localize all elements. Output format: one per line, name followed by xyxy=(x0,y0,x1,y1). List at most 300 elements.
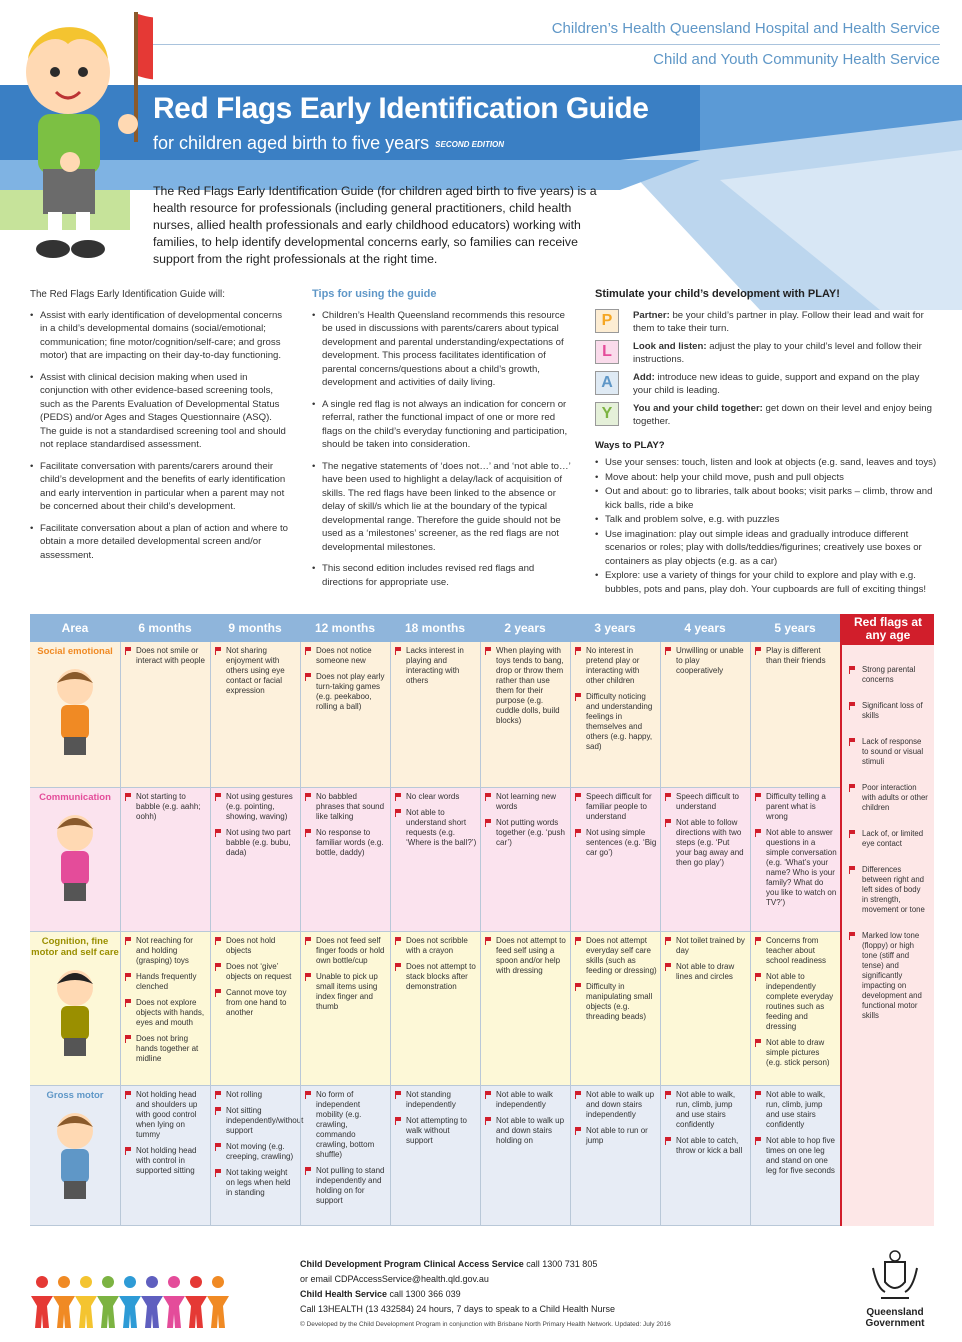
cdp-phone: call 1300 731 805 xyxy=(523,1259,598,1269)
table-row xyxy=(30,788,840,932)
red-flag-item xyxy=(215,792,297,822)
red-flag-text: Difficulty noticing and understanding feelings in themselves and others (e.g. happy, sad) xyxy=(586,692,653,751)
red-flag-text: Not reaching for and holding (grasping) toys xyxy=(136,936,193,965)
red-flag-text: Not learning new words xyxy=(496,792,557,811)
play-step xyxy=(595,371,940,398)
red-flag-text: No form of independent mobility (e.g. crawling, commando crawling, bottom shuffle) xyxy=(316,1090,375,1159)
any-age-flag xyxy=(846,737,928,767)
area-cell xyxy=(30,642,120,787)
red-flag-text: Not holding head with control in supported sitting xyxy=(136,1146,197,1175)
red-flag-text: Not able to catch, throw or kick a ball xyxy=(676,1136,743,1155)
table-cell xyxy=(300,932,390,1085)
red-flag-item xyxy=(395,646,477,686)
govt-name-1: Queensland xyxy=(866,1307,924,1318)
red-flag-icon xyxy=(849,738,857,746)
person-figure xyxy=(119,1296,141,1328)
table-cell xyxy=(480,642,570,787)
area-cell xyxy=(30,1086,120,1225)
red-flag-item xyxy=(305,828,387,858)
table-cell xyxy=(750,1086,840,1225)
red-flag-text: Does not notice someone new xyxy=(316,646,372,665)
red-flag-item xyxy=(755,1136,837,1176)
red-flag-text: Does not hold objects xyxy=(226,936,276,955)
red-flag-item xyxy=(305,672,387,712)
red-flag-text: Unable to pick up small items using index finger and thumb xyxy=(316,972,378,1011)
contact-footer xyxy=(300,1257,720,1332)
red-flag-item xyxy=(215,1090,297,1100)
table-cell xyxy=(660,1086,750,1225)
tips-heading: Tips for using the guide xyxy=(312,288,437,300)
red-flag-icon xyxy=(215,937,223,945)
table-cell xyxy=(120,788,210,931)
red-flag-item xyxy=(305,792,387,822)
child-illustration xyxy=(35,661,115,761)
red-flag-item xyxy=(575,646,657,686)
any-age-list xyxy=(842,645,934,1021)
footer-line-chs xyxy=(300,1287,720,1302)
header-divider xyxy=(145,44,940,45)
table-cell xyxy=(300,642,390,787)
person-figure xyxy=(97,1296,119,1328)
red-flag-text: Speech difficult for familiar people to understand xyxy=(586,792,652,821)
red-flag-text: When playing with toys tends to bang, drop or throw them rather than use them for their purpose (e.g. cuddle dolls, build blocks) xyxy=(496,646,564,725)
play-letter-tile: L xyxy=(595,340,619,364)
red-flag-item xyxy=(215,936,297,956)
list-item: • Out and about: go to libraries, talk about books; visit parks – climb, throw and kick balls, ride a bike xyxy=(595,485,940,512)
red-flag-item xyxy=(755,828,837,908)
red-flag-text: Not able to walk, run, climb, jump and use stairs confidently xyxy=(676,1090,736,1129)
any-age-flag-text: Strong parental concerns xyxy=(862,665,916,684)
red-flag-item xyxy=(305,972,387,1012)
any-age-flag-text: Significant loss of skills xyxy=(862,701,923,720)
govt-name-2: Government xyxy=(865,1318,925,1329)
red-flag-icon xyxy=(849,932,857,940)
red-flag-icon xyxy=(215,647,223,655)
any-age-flag-text: Poor interaction with adults or other children xyxy=(862,783,928,812)
table-header-cell: 12 months xyxy=(314,621,375,635)
red-flag-item xyxy=(305,936,387,966)
table-cell xyxy=(210,788,300,931)
red-flag-item xyxy=(755,972,837,1032)
ways-heading: Ways to PLAY? xyxy=(595,439,665,451)
red-flag-icon xyxy=(849,702,857,710)
red-flag-item xyxy=(125,1146,207,1176)
red-flag-icon xyxy=(305,829,313,837)
red-flag-item xyxy=(305,1166,387,1206)
red-flag-icon xyxy=(665,647,673,655)
red-flag-text: Not holding head and shoulders up with good control when lying on tummy xyxy=(136,1090,198,1139)
guide-purpose-heading: The Red Flags Early Identification Guide will: xyxy=(30,289,225,300)
red-flag-icon xyxy=(485,937,493,945)
org-name-line1: Children’s Health Queensland Hospital and Health Service xyxy=(551,20,940,37)
red-flag-text: No clear words xyxy=(406,792,460,801)
red-flag-item xyxy=(755,1090,837,1130)
area-label: Communication xyxy=(39,792,111,803)
person-figure xyxy=(185,1296,207,1328)
play-letter-tile: P xyxy=(595,309,619,333)
person-figure xyxy=(190,1276,202,1288)
child-illustration xyxy=(35,807,115,907)
person-figure xyxy=(58,1276,70,1288)
any-age-flag xyxy=(846,829,928,849)
red-flag-item xyxy=(215,962,297,982)
play-step xyxy=(595,309,940,336)
play-step-label: Add: xyxy=(633,371,655,383)
red-flag-item xyxy=(125,792,207,822)
play-heading: Stimulate your child’s development with PLAY! xyxy=(595,288,840,300)
red-flag-icon xyxy=(849,784,857,792)
red-flag-item xyxy=(215,988,297,1018)
red-flag-icon xyxy=(575,983,583,991)
table-cell xyxy=(300,1086,390,1225)
red-flag-item xyxy=(395,808,477,848)
list-item: • Explore: use a variety of things for your child to explore and play with e.g. bubbles, pots and pans, play doh. Your cupboards are full of exciting things! xyxy=(595,569,940,596)
red-flag-icon xyxy=(395,963,403,971)
red-flag-icon xyxy=(395,1117,403,1125)
any-age-flag xyxy=(846,865,928,915)
any-age-flag xyxy=(846,665,928,685)
cdp-label: Child Development Program Clinical Access Service xyxy=(300,1259,524,1269)
red-flag-text: Speech difficult to understand xyxy=(676,792,740,811)
red-flag-icon xyxy=(485,1117,493,1125)
red-flag-text: Not using gestures (e.g. pointing, showing, waving) xyxy=(226,792,293,821)
red-flag-icon xyxy=(305,937,313,945)
area-cell xyxy=(30,932,120,1085)
red-flags-table xyxy=(30,614,934,1226)
table-cell xyxy=(120,642,210,787)
play-step xyxy=(595,402,940,429)
guide-purpose-column xyxy=(30,288,290,570)
chs-phone: call 1300 366 039 xyxy=(387,1289,461,1299)
red-flag-text: Play is different than their friends xyxy=(766,646,826,665)
red-flag-text: No babbled phrases that sound like talking xyxy=(316,792,385,821)
table-cell xyxy=(750,932,840,1085)
any-age-flag-text: Lack of response to sound or visual stimuli xyxy=(862,737,924,766)
red-flag-item xyxy=(665,792,747,812)
org-name-line2: Child and Youth Community Health Service xyxy=(653,51,940,68)
red-flag-icon xyxy=(215,1107,223,1115)
area-label: Social emotional xyxy=(37,646,113,657)
red-flag-item xyxy=(575,1126,657,1146)
red-flag-item xyxy=(305,646,387,666)
red-flag-icon xyxy=(665,819,673,827)
red-flag-text: Does not bring hands together at midline xyxy=(136,1034,199,1063)
child-illustration xyxy=(35,1105,115,1205)
red-flag-text: Not using simple sentences (e.g. ‘Big car go’) xyxy=(586,828,657,857)
person-figure xyxy=(168,1276,180,1288)
red-flag-text: Not able to answer questions in a simple conversation (e.g. ‘What’s your name? Who is your family? What do you like to watch on TV?’) xyxy=(766,828,837,907)
red-flag-item xyxy=(665,1136,747,1156)
red-flag-text: No interest in pretend play or interacting with other children xyxy=(586,646,640,685)
red-flag-text: Does not scribble with a crayon xyxy=(406,936,468,955)
table-header-cell: 2 years xyxy=(504,621,546,635)
red-flag-icon xyxy=(575,647,583,655)
table-header-cell: 18 months xyxy=(404,621,465,635)
intro-paragraph: The Red Flags Early Identification Guide (for children aged birth to five years) is a health resource for professionals (including general practitioners, child health nurses, allied health professionals and early childhood educators) working with families, to help identify developmental concerns early, so families can receive support from the right professionals at the right time. xyxy=(153,184,597,266)
table-header-row xyxy=(30,614,840,642)
red-flag-icon xyxy=(755,647,763,655)
table-cell xyxy=(570,642,660,787)
table-cell xyxy=(480,932,570,1085)
red-flag-text: Does not ‘give’ objects on request xyxy=(226,962,292,981)
person-figure xyxy=(163,1296,185,1328)
red-flag-icon xyxy=(665,793,673,801)
red-flag-item xyxy=(215,1142,297,1162)
red-flag-text: Unwilling or unable to play cooperatively xyxy=(676,646,744,675)
red-flag-text: Does not feed self finger foods or hold own bottle/cup xyxy=(316,936,385,965)
red-flag-item xyxy=(755,936,837,966)
red-flag-icon xyxy=(125,937,133,945)
red-flag-icon xyxy=(575,829,583,837)
play-column xyxy=(595,288,940,597)
table-cell xyxy=(300,788,390,931)
red-flag-icon xyxy=(215,963,223,971)
red-flag-icon xyxy=(305,973,313,981)
list-item: • Children’s Health Queensland recommends this resource be used in discussions with parents/carers about typical development and parental understanding/expectations of development. This process facilitates identification of parental concerns/questions about a child’s growth, development and activities of daily living. xyxy=(312,309,572,390)
any-age-flag-text: Differences between right and left sides of body in strength, movement or tone xyxy=(862,865,925,914)
red-flag-text: Not able to walk, run, climb, jump and use stairs confidently xyxy=(766,1090,826,1129)
red-flag-item xyxy=(395,962,477,992)
red-flag-text: Does not play early turn-taking games (e.g. peekaboo, rolling a ball) xyxy=(316,672,385,711)
red-flag-item xyxy=(485,646,567,726)
person-figure xyxy=(124,1276,136,1288)
red-flag-item xyxy=(485,1116,567,1146)
red-flag-item xyxy=(305,1090,387,1160)
red-flag-icon xyxy=(755,1091,763,1099)
guide-purpose-list xyxy=(30,309,290,563)
red-flag-icon xyxy=(395,647,403,655)
red-flag-icon xyxy=(215,1169,223,1177)
red-flag-icon xyxy=(125,1035,133,1043)
red-flag-item xyxy=(395,1116,477,1146)
footer-email[interactable]: or email CDPAccessService@health.qld.gov.au xyxy=(300,1274,489,1284)
any-age-header: Red flags at any age xyxy=(842,614,934,645)
list-item: • This second edition includes revised red flags and directions for appropriate use. xyxy=(312,562,572,589)
list-item: • Assist with early identification of developmental concerns in a child’s developmental domains (social/emotional; communication; fine motor/cognition/self-care; and gross motor) that are impacting on their day-to-day functioning. xyxy=(30,309,290,363)
table-cell xyxy=(750,788,840,931)
red-flag-icon xyxy=(215,1091,223,1099)
red-flag-text: Not able to follow directions with two steps (e.g. ‘Put your bag away and then go play’) xyxy=(676,818,744,867)
table-header-cell: 6 months xyxy=(138,621,192,635)
red-flag-icon xyxy=(755,1137,763,1145)
table-cell xyxy=(210,642,300,787)
red-flag-icon xyxy=(849,866,857,874)
any-age-flag-text: Marked low tone (floppy) or high tone (stiff and tense) and significantly impacting on development and functional motor skills xyxy=(862,931,922,1020)
person-figure xyxy=(141,1296,163,1328)
red-flag-item xyxy=(665,936,747,956)
red-flag-icon xyxy=(485,647,493,655)
red-flag-icon xyxy=(575,793,583,801)
play-step-desc: get down on their level and enjoy being together. xyxy=(633,402,932,427)
red-flag-text: Not moving (e.g. creeping, crawling) xyxy=(226,1142,294,1161)
page-subtitle xyxy=(153,133,504,154)
red-flag-text: Not taking weight on legs when held in standing xyxy=(226,1168,291,1197)
red-flag-text: Concerns from teacher about school readiness xyxy=(766,936,827,965)
list-item: • Facilitate conversation with parents/carers around their child’s development and the benefits of early identification and early intervention in particular when a parent may not be concerned about their child’s development. xyxy=(30,460,290,514)
red-flag-icon xyxy=(125,999,133,1007)
person-figure xyxy=(75,1296,97,1328)
table-cell xyxy=(390,788,480,931)
red-flag-icon xyxy=(485,793,493,801)
red-flag-text: Does not attempt to stack blocks after demonstration xyxy=(406,962,476,991)
person-figure xyxy=(36,1276,48,1288)
copyright-note: © Developed by the Child Development Program in conjunction with Brisbane North Primary Health Network. Updated: July 2016 xyxy=(300,1321,671,1328)
red-flag-icon xyxy=(575,693,583,701)
area-cell xyxy=(30,788,120,931)
play-step-text xyxy=(633,402,940,429)
red-flag-item xyxy=(125,972,207,992)
table-row xyxy=(30,932,840,1086)
play-list xyxy=(595,309,940,429)
red-flag-item xyxy=(125,646,207,666)
table-row xyxy=(30,1086,840,1226)
red-flag-icon xyxy=(305,1167,313,1175)
red-flag-text: Not able to draw lines and circles xyxy=(676,962,735,981)
red-flag-icon xyxy=(849,666,857,674)
red-flag-item xyxy=(395,792,477,802)
table-cell xyxy=(120,932,210,1085)
red-flag-item xyxy=(215,1168,297,1198)
red-flag-text: Lacks interest in playing and interacting with others xyxy=(406,646,464,685)
red-flag-icon xyxy=(215,829,223,837)
red-flag-item xyxy=(215,1106,304,1136)
child-illustration xyxy=(35,962,115,1062)
red-flag-item xyxy=(215,828,297,858)
red-flag-item xyxy=(125,998,207,1028)
play-step-desc: introduce new ideas to guide, support and expand on the play your child is leading. xyxy=(633,371,920,396)
red-flag-item xyxy=(485,818,567,848)
any-age-flag xyxy=(846,701,928,721)
red-flag-text: Not able to independently complete everyday routines such as feeding and dressing xyxy=(766,972,834,1031)
boy-with-flag-illustration xyxy=(8,4,153,269)
people-chain-icon xyxy=(30,1272,240,1332)
red-flag-text: Not starting to babble (e.g. aahh; oohh) xyxy=(136,792,201,821)
any-age-flag-text: Lack of, or limited eye contact xyxy=(862,829,924,848)
play-step-label: Look and listen: xyxy=(633,340,707,352)
table-row xyxy=(30,642,840,788)
play-letter-tile: A xyxy=(595,371,619,395)
person-figure xyxy=(102,1276,114,1288)
red-flag-item xyxy=(125,1090,207,1140)
red-flag-icon xyxy=(485,819,493,827)
person-figure xyxy=(80,1276,92,1288)
red-flag-icon xyxy=(125,647,133,655)
red-flag-text: Does not attempt to feed self using a spoon and/or help with dressing xyxy=(496,936,566,975)
red-flag-item xyxy=(665,962,747,982)
red-flag-icon xyxy=(665,1091,673,1099)
table-header-cell: 4 years xyxy=(684,621,726,635)
footer-line-cdp xyxy=(300,1257,720,1272)
red-flag-icon xyxy=(665,937,673,945)
red-flag-icon xyxy=(849,830,857,838)
red-flag-text: Not sharing enjoyment with others using eye contact or facial expression xyxy=(226,646,285,695)
red-flag-text: Does not smile or interact with people xyxy=(136,646,205,665)
play-letter-tile: Y xyxy=(595,402,619,426)
tips-column xyxy=(312,288,572,597)
table-cell xyxy=(660,932,750,1085)
red-flag-item xyxy=(485,936,567,976)
red-flag-item xyxy=(665,818,747,868)
red-flag-item xyxy=(125,936,207,966)
red-flag-item xyxy=(575,692,657,752)
red-flag-icon xyxy=(395,1091,403,1099)
ways-to-play xyxy=(595,439,940,597)
table-header-cell: Area xyxy=(61,621,89,635)
red-flag-icon xyxy=(665,1137,673,1145)
red-flag-icon xyxy=(575,1091,583,1099)
table-cell xyxy=(570,788,660,931)
queensland-government-logo xyxy=(860,1248,930,1329)
red-flag-icon xyxy=(395,793,403,801)
red-flag-item xyxy=(575,1090,657,1120)
red-flag-icon xyxy=(125,1147,133,1155)
red-flag-icon xyxy=(125,1091,133,1099)
list-item: • Use imagination: play out simple ideas and gradually introduce different scenarios or roles; play with dolls/teddies/figurines; creatively use boxes or containers as play objects (e.g. as a car) xyxy=(595,528,940,569)
red-flag-icon xyxy=(755,937,763,945)
red-flag-item xyxy=(665,1090,747,1130)
red-flag-icon xyxy=(665,963,673,971)
red-flag-icon xyxy=(305,647,313,655)
red-flag-icon xyxy=(395,809,403,817)
red-flag-text: Not pulling to stand independently and holding on for support xyxy=(316,1166,385,1205)
red-flag-text: Difficulty in manipulating small objects (e.g. threading beads) xyxy=(586,982,653,1021)
red-flag-text: Not able to walk up and down stairs holding on xyxy=(496,1116,565,1145)
any-age-flag xyxy=(846,783,928,813)
red-flag-text: Not able to walk up and down stairs independently xyxy=(586,1090,655,1119)
table-cell xyxy=(210,1086,304,1225)
play-step-text xyxy=(633,371,940,398)
person-figure xyxy=(53,1296,75,1328)
table-cell xyxy=(660,788,750,931)
list-item: • A single red flag is not always an indication for concern or referral, rather the functional impact of one or more red flags on the child’s everyday functioning and participation, should be taken into consideration. xyxy=(312,398,572,452)
red-flag-icon xyxy=(215,989,223,997)
list-item: • The negative statements of ‘does not…’ and ‘not able to…’ have been used to highlight a delay/lack of acquisition of skills. The red flags have been linked to the absence or delay of skill/s which lie at the boundary of the typical developmental range. Therefore the guide should not be used as a ‘milestones’ screener, as the red flags are not developmental milestones. xyxy=(312,460,572,555)
red-flag-icon xyxy=(755,793,763,801)
list-item: • Move about: help your child move, push and pull objects xyxy=(595,471,940,485)
coat-of-arms-icon xyxy=(867,1248,923,1304)
red-flag-text: Hands frequently clenched xyxy=(136,972,197,991)
table-cell xyxy=(750,642,840,787)
red-flag-icon xyxy=(755,1039,763,1047)
play-step-text xyxy=(633,309,940,336)
red-flag-item xyxy=(575,828,657,858)
red-flag-item xyxy=(215,646,297,696)
red-flag-item xyxy=(395,936,477,956)
red-flag-item xyxy=(485,1090,567,1110)
red-flag-item xyxy=(755,1038,837,1068)
any-age-flag xyxy=(846,931,928,1021)
red-flag-icon xyxy=(125,973,133,981)
any-age-column xyxy=(840,614,934,1226)
red-flag-item xyxy=(125,1034,207,1064)
red-flag-item xyxy=(665,646,747,676)
red-flag-text: Not sitting independently/without support xyxy=(226,1106,304,1135)
tips-list xyxy=(312,309,572,590)
table-header-cell: 9 months xyxy=(228,621,282,635)
red-flag-text: Not toilet trained by day xyxy=(676,936,745,955)
person-figure xyxy=(207,1296,229,1328)
play-step-label: Partner: xyxy=(633,309,670,321)
red-flag-text: Difficulty telling a parent what is wrong xyxy=(766,792,826,821)
edition-label: SECOND EDITION xyxy=(435,139,505,149)
red-flag-item xyxy=(575,982,657,1022)
area-label: Gross motor xyxy=(46,1090,104,1101)
red-flag-text: Not attempting to walk without support xyxy=(406,1116,467,1145)
red-flag-text: Not standing independently xyxy=(406,1090,456,1109)
list-item: • Assist with clinical decision making when used in conjunction with other evidence-based screening tools, such as the Parents Evaluation of Developmental Status (PEDS) and/or Ages and Stages Questionnaire (ASQ). The guide is not a standardised screening tool and should not replace standardised assessment. xyxy=(30,371,290,452)
table-cell xyxy=(210,932,300,1085)
red-flag-icon xyxy=(575,1127,583,1135)
